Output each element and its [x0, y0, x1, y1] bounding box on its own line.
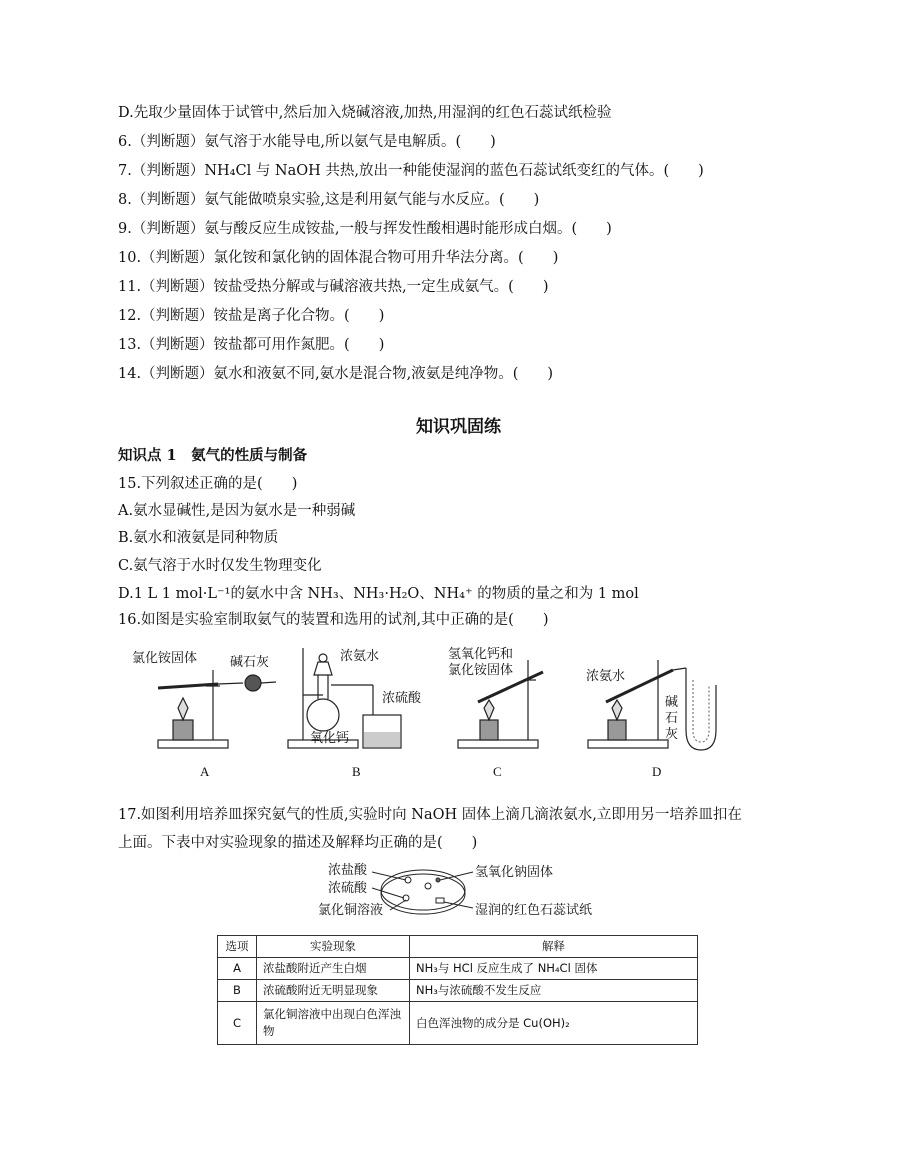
- knowledge-point-heading: 知识点 1 氨气的性质与制备: [118, 447, 308, 464]
- table-row: [218, 1002, 698, 1045]
- row-explanation: NH₃与浓硫酸不发生反应: [410, 980, 698, 1002]
- question-6: 6.（判断题）氨气溶于水能导电,所以氨气是电解质。( ): [118, 134, 496, 150]
- table-header-phenomenon: 实验现象: [257, 936, 410, 958]
- experiment-table: [217, 935, 698, 1045]
- question-11: 11.（判断题）铵盐受热分解或与碱溶液共热,一定生成氨气。( ): [118, 279, 549, 295]
- apparatus-d-label-1: 浓氨水: [586, 668, 626, 683]
- row-option: B: [218, 980, 257, 1002]
- row-phenomenon: 氯化铜溶液中出现白色浑浊物: [257, 1002, 410, 1045]
- petri-label-hcl: 浓盐酸: [328, 862, 368, 877]
- question-14: 14.（判断题）氨水和液氨不同,氨水是混合物,液氨是纯净物。( ): [118, 366, 554, 382]
- table-header-option: 选项: [218, 936, 257, 958]
- question-15-option-d: D.1 L 1 mol·L⁻¹的氨水中含 NH₃、NH₃·H₂O、NH₄⁺ 的物质的量之和为 1 mol: [118, 586, 639, 602]
- question-17-line-2: 上面。下表中对实验现象的描述及解释均正确的是( ): [118, 835, 478, 851]
- apparatus-c-label-1: 氢氧化钙和: [448, 646, 514, 661]
- petri-label-naoh: 氢氧化钠固体: [475, 864, 554, 879]
- figure-16-apparatus: [118, 640, 778, 785]
- section-title: 知识巩固练: [416, 417, 501, 437]
- apparatus-d: [586, 660, 716, 779]
- petri-label-litmus: 湿润的红色石蕊试纸: [475, 902, 593, 917]
- row-option: C: [218, 1002, 257, 1045]
- row-explanation: NH₃与 HCl 反应生成了 NH₄Cl 固体: [410, 958, 698, 980]
- row-option: A: [218, 958, 257, 980]
- question-9: 9.（判断题）氨与酸反应生成铵盐,一般与挥发性酸相遇时能形成白烟。( ): [118, 221, 612, 237]
- question-15-option-c: C.氨气溶于水时仅发生物理变化: [118, 558, 322, 574]
- apparatus-c-caption: C: [493, 764, 502, 779]
- apparatus-b: [288, 648, 422, 779]
- question-15-option-a: A.氨水显碱性,是因为氨水是一种弱碱: [118, 503, 356, 519]
- petri-label-cucl2: 氯化铜溶液: [318, 902, 384, 917]
- table-header-row: [218, 936, 698, 958]
- figure-17-petri-dish: [318, 860, 608, 922]
- question-10: 10.（判断题）氯化铵和氯化钠的固体混合物可用升华法分离。( ): [118, 250, 559, 266]
- question-17-line-1: 17.如图利用培养皿探究氨气的性质,实验时向 NaOH 固体上滴几滴浓氨水,立即用另一培养皿扣在: [118, 807, 742, 823]
- question-16: 16.如图是实验室制取氨气的装置和选用的试剂,其中正确的是( ): [118, 612, 549, 628]
- apparatus-d-caption: D: [652, 764, 662, 779]
- row-phenomenon: 浓盐酸附近产生白烟: [257, 958, 410, 980]
- apparatus-d-label-3: 石: [665, 710, 679, 725]
- apparatus-b-caption: B: [352, 764, 361, 779]
- row-explanation: 白色浑浊物的成分是 Cu(OH)₂: [410, 1002, 698, 1045]
- question-15-option-b: B.氨水和液氨是同种物质: [118, 530, 279, 546]
- table-row: [218, 980, 698, 1002]
- table-header-explanation: 解释: [410, 936, 698, 958]
- apparatus-d-label-2: 碱: [665, 694, 679, 709]
- question-12: 12.（判断题）铵盐是离子化合物。( ): [118, 308, 385, 324]
- question-15: 15.下列叙述正确的是( ): [118, 476, 298, 492]
- row-phenomenon: 浓硫酸附近无明显现象: [257, 980, 410, 1002]
- petri-label-h2so4: 浓硫酸: [328, 880, 368, 895]
- apparatus-a-label-2: 碱石灰: [230, 654, 270, 669]
- question-13: 13.（判断题）铵盐都可用作氮肥。( ): [118, 337, 385, 353]
- question-5-option-d: D.先取少量固体于试管中,然后加入烧碱溶液,加热,用湿润的红色石蕊试纸检验: [118, 105, 612, 121]
- table-row: [218, 958, 698, 980]
- question-7: 7.（判断题）NH₄Cl 与 NaOH 共热,放出一种能使湿润的蓝色石蕊试纸变红的气体。( ): [118, 163, 704, 179]
- apparatus-a-label-1: 氯化铵固体: [132, 650, 198, 665]
- apparatus-b-label-1: 浓氨水: [340, 648, 380, 663]
- apparatus-a: [132, 650, 276, 779]
- apparatus-d-label-4: 灰: [665, 726, 679, 741]
- question-8: 8.（判断题）氨气能做喷泉实验,这是利用氨气能与水反应。( ): [118, 192, 540, 208]
- apparatus-a-caption: A: [200, 764, 210, 779]
- apparatus-c: [448, 646, 543, 779]
- apparatus-b-label-3: 氧化钙: [310, 730, 350, 745]
- apparatus-c-label-2: 氯化铵固体: [448, 662, 514, 677]
- apparatus-b-label-2: 浓硫酸: [382, 690, 422, 705]
